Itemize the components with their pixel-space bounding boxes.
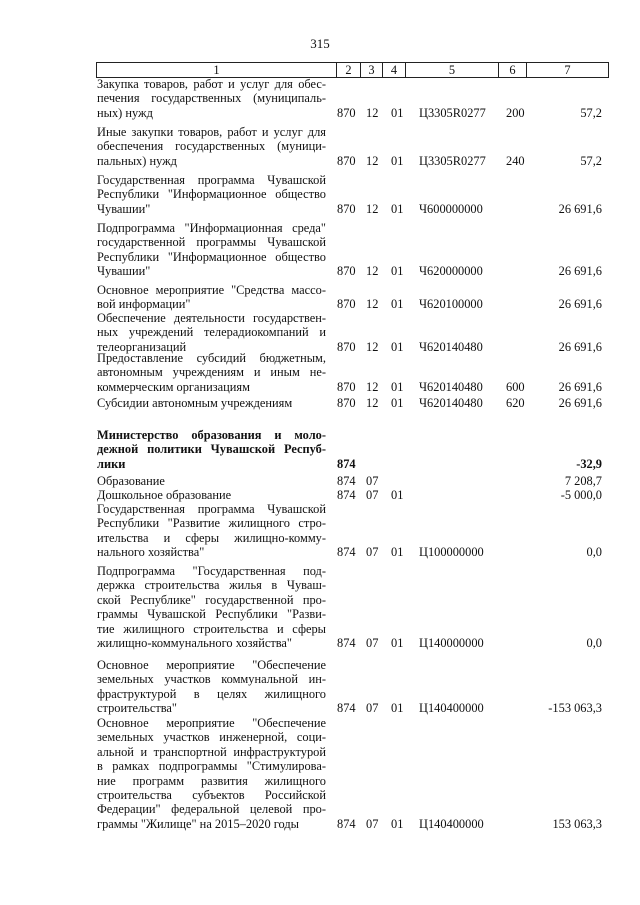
ministry-code: 874 — [337, 473, 356, 488]
section-code: 12 — [366, 201, 379, 216]
row-description — [97, 396, 326, 410]
row-description-line: лики — [97, 456, 126, 471]
ministry-code: 874 — [337, 701, 356, 716]
row-description-line: дежной политики Чувашской Респуб- — [97, 442, 326, 457]
target-article-code: Ч620100000 — [419, 297, 483, 312]
target-article-code: Ч600000000 — [419, 201, 483, 216]
amount: 26 691,6 — [558, 379, 602, 394]
row-description-line: ных учреждений телерадиокомпаний и — [97, 325, 326, 340]
row-description-line: ных) нужд — [97, 105, 153, 120]
header-col-6: 6 — [498, 63, 526, 77]
ministry-code: 874 — [337, 635, 356, 650]
subsection-code: 01 — [391, 395, 404, 410]
header-col-4: 4 — [382, 63, 405, 77]
amount: -153 063,3 — [548, 701, 602, 716]
row-description-line: Предоставление субсидий бюджетным, — [97, 351, 326, 365]
amount: 57,2 — [580, 153, 602, 168]
expense-type-code: 200 — [506, 105, 525, 120]
amount: 57,2 — [580, 105, 602, 120]
ministry-code: 870 — [337, 105, 356, 120]
ministry-code: 870 — [337, 201, 356, 216]
row-description-line: Федерации" федеральной целевой про- — [97, 802, 326, 817]
section-code: 12 — [366, 264, 379, 279]
table-row — [0, 474, 640, 488]
section-code: 07 — [366, 816, 379, 831]
row-description — [97, 221, 326, 279]
table-header — [96, 62, 609, 78]
row-description-line: Субсидии автономным учреждениям — [97, 396, 293, 410]
row-description-line: государственной программы Чувашской — [97, 235, 326, 250]
target-article-code: Ц3305R0277 — [419, 105, 486, 120]
subsection-code: 01 — [391, 379, 404, 394]
ministry-code: 870 — [337, 379, 356, 394]
row-description-line: Закупка товаров, работ и услуг для обес- — [97, 77, 326, 91]
row-description-line: Подпрограмма "Государственная под- — [97, 564, 326, 578]
row-description — [97, 716, 326, 831]
row-description-line: Государственная программа Чувашской — [97, 502, 326, 516]
row-description-line: строительства субъектов Российской — [97, 788, 326, 803]
row-description-line: граммы "Жилище" на 2015–2020 годы — [97, 816, 300, 831]
section-code: 12 — [366, 153, 379, 168]
ministry-code: 874 — [337, 545, 356, 560]
row-description-line: Чувашии" — [97, 201, 151, 216]
row-description-line: телеорганизаций — [97, 339, 187, 354]
section-code: 12 — [366, 379, 379, 394]
row-description-line: Дошкольное образование — [97, 488, 232, 502]
table-row — [0, 564, 640, 650]
ministry-code: 870 — [337, 153, 356, 168]
row-description-line: земельных участков коммунальной ин- — [97, 672, 326, 687]
row-description — [97, 283, 326, 312]
table-row — [0, 502, 640, 560]
row-description-line: коммерческим организациям — [97, 379, 250, 394]
amount: -32,9 — [576, 456, 602, 471]
ministry-code: 870 — [337, 395, 356, 410]
table-row — [0, 396, 640, 410]
row-description-line: Иные закупки товаров, работ и услуг для — [97, 125, 326, 139]
section-code: 12 — [366, 339, 379, 354]
row-description-line: вой информации" — [97, 297, 191, 312]
amount: 26 691,6 — [558, 264, 602, 279]
subsection-code: 01 — [391, 701, 404, 716]
row-description-line: фраструктурой в целях жилищного — [97, 686, 326, 701]
target-article-code: Ч620140480 — [419, 379, 483, 394]
row-description — [97, 125, 326, 168]
row-description — [97, 502, 326, 560]
subsection-code: 01 — [391, 264, 404, 279]
row-description-line: Республики "Информационное общество — [97, 249, 326, 264]
target-article-code: Ч620140480 — [419, 395, 483, 410]
subsection-code: 01 — [391, 153, 404, 168]
row-description-line: ской Республике" государственной про- — [97, 592, 326, 607]
table-row — [0, 658, 640, 716]
row-description — [97, 658, 326, 716]
section-code: 07 — [366, 545, 379, 560]
row-description-line: граммы Чувашской Республики "Разви- — [97, 607, 326, 622]
row-description-line: тие жилищного строительства и сферы — [97, 621, 326, 636]
row-description-line: Основное мероприятие "Средства массо- — [97, 283, 326, 297]
target-article-code: Ч620140480 — [419, 339, 483, 354]
amount: -5 000,0 — [560, 487, 602, 502]
table-row — [0, 311, 640, 354]
row-description — [97, 351, 326, 394]
row-description-line: пальных) нужд — [97, 153, 177, 168]
header-col-1: 1 — [96, 63, 336, 77]
header-col-5: 5 — [405, 63, 498, 77]
table-row — [0, 221, 640, 279]
section-code: 07 — [366, 635, 379, 650]
amount: 7 208,7 — [564, 473, 602, 488]
ministry-code: 874 — [337, 816, 356, 831]
table-row — [0, 173, 640, 216]
amount: 26 691,6 — [558, 297, 602, 312]
page-number: 315 — [310, 36, 330, 51]
header-col-3: 3 — [360, 63, 382, 77]
row-description — [97, 428, 326, 471]
header-col-7: 7 — [526, 63, 609, 77]
section-code: 07 — [366, 701, 379, 716]
amount: 0,0 — [586, 545, 602, 560]
amount: 26 691,6 — [558, 395, 602, 410]
row-description-line: в рамках подпрограммы "Стимулирова- — [97, 759, 326, 774]
subsection-code: 01 — [391, 635, 404, 650]
section-code: 12 — [366, 297, 379, 312]
target-article-code: Ц140000000 — [419, 635, 484, 650]
subsection-code: 01 — [391, 816, 404, 831]
target-article-code: Ц3305R0277 — [419, 153, 486, 168]
target-article-code: Ц140400000 — [419, 701, 484, 716]
amount: 26 691,6 — [558, 339, 602, 354]
amount: 0,0 — [586, 635, 602, 650]
row-description-line: Подпрограмма "Информационная среда" — [97, 221, 326, 235]
table-row — [0, 77, 640, 120]
subsection-code: 01 — [391, 545, 404, 560]
row-description-line: строительства" — [97, 701, 177, 716]
table-row — [0, 488, 640, 502]
row-description — [97, 564, 326, 650]
row-description-line: жилищно-коммунального хозяйства" — [97, 636, 292, 651]
row-description-line: ние программ развития жилищного — [97, 773, 326, 788]
table-row — [0, 351, 640, 394]
row-description-line: автономным учреждениям и иным не- — [97, 365, 326, 380]
amount: 153 063,3 — [552, 816, 602, 831]
row-description-line: Государственная программа Чувашской — [97, 173, 326, 187]
row-description-line: альной и транспортной инфраструктурой — [97, 744, 326, 759]
expense-type-code: 620 — [506, 395, 525, 410]
row-description-line: Чувашии" — [97, 264, 151, 279]
subsection-code: 01 — [391, 487, 404, 502]
ministry-code: 874 — [337, 456, 356, 471]
row-description-line: нального хозяйства" — [97, 545, 205, 560]
row-description-line: земельных участков инженерной, соци- — [97, 730, 326, 745]
section-code: 07 — [366, 473, 379, 488]
row-description — [97, 173, 326, 216]
section-code: 12 — [366, 395, 379, 410]
target-article-code: Ц140400000 — [419, 816, 484, 831]
expense-type-code: 240 — [506, 153, 525, 168]
row-description-line: Основное мероприятие "Обеспечение — [97, 716, 326, 730]
row-description — [97, 77, 326, 120]
expense-type-code: 600 — [506, 379, 525, 394]
row-description-line: печения государственных (муниципаль- — [97, 91, 326, 106]
subsection-code: 01 — [391, 201, 404, 216]
subsection-code: 01 — [391, 105, 404, 120]
subsection-code: 01 — [391, 297, 404, 312]
header-col-2: 2 — [336, 63, 360, 77]
section-code: 12 — [366, 105, 379, 120]
target-article-code: Ц100000000 — [419, 545, 484, 560]
table-row — [0, 428, 640, 471]
ministry-code: 874 — [337, 487, 356, 502]
ministry-code: 870 — [337, 264, 356, 279]
amount: 26 691,6 — [558, 201, 602, 216]
target-article-code: Ч620000000 — [419, 264, 483, 279]
row-description-line: ительства и сферы жилищно-комму- — [97, 530, 326, 545]
section-code: 07 — [366, 487, 379, 502]
table-row — [0, 716, 640, 831]
row-description-line: Республики "Информационное общество — [97, 187, 326, 202]
table-row — [0, 125, 640, 168]
row-description — [97, 474, 326, 488]
row-description-line: обеспечения государственных (муници- — [97, 139, 326, 154]
ministry-code: 870 — [337, 339, 356, 354]
table-row — [0, 283, 640, 312]
row-description-line: держка строительства жилья в Чуваш- — [97, 578, 326, 593]
row-description-line: Образование — [97, 474, 165, 488]
row-description — [97, 488, 326, 502]
subsection-code: 01 — [391, 339, 404, 354]
row-description-line: Республики "Развитие жилищного стро- — [97, 516, 326, 531]
row-description-line: Обеспечение деятельности государствен- — [97, 311, 326, 325]
ministry-code: 870 — [337, 297, 356, 312]
row-description-line: Основное мероприятие "Обеспечение — [97, 658, 326, 672]
row-description — [97, 311, 326, 354]
row-description-line: Министерство образования и моло- — [97, 428, 326, 442]
